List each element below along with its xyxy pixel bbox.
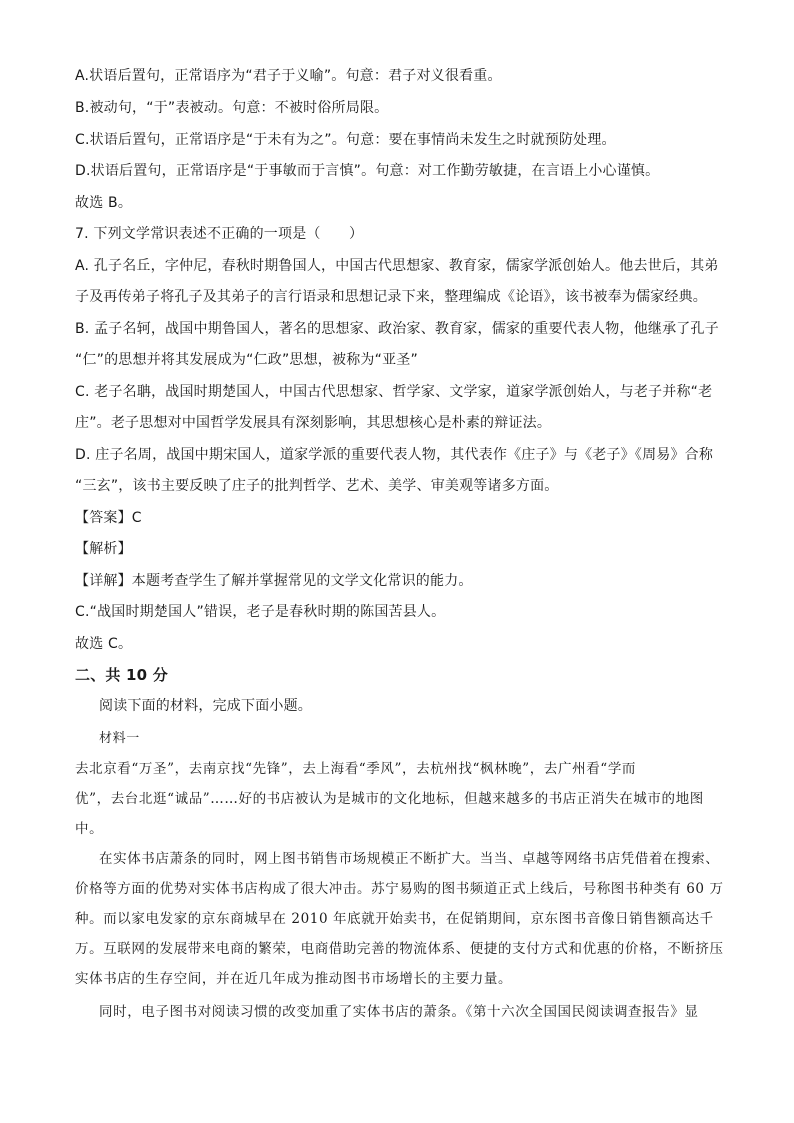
material-one-para2-line4: 万。互联网的发展带来电商的繁荣，电商借助完善的物流体系、便捷的支付方式和优惠的价格，不断挤压 bbox=[75, 941, 724, 957]
question-7-option-c-line2: 庄”。老子思想对中国哲学发展具有深刻影响，其思想核心是朴素的辩证法。 bbox=[75, 415, 552, 431]
option-c-explanation: C.状语后置句，正常语序是“于未有为之”。句意：要在事情尚未发生之时就预防处理。 bbox=[75, 132, 616, 148]
material-one-para3-line1: 同时，电子图书对阅读习惯的改变加重了实体书店的萧条。《第十六次全国国民阅读调查报告》显 bbox=[99, 1004, 699, 1020]
question-7-stem: 7. 下列文学常识表述不正确的一项是（ ） bbox=[75, 226, 364, 242]
material-one-para2-line2: 价格等方面的优势对实体书店构成了很大冲击。苏宁易购的图书频道正式上线后，号称图书种类有 60 万 bbox=[75, 881, 724, 897]
material-one-para2-line5: 实体书店的生存空间，并在近几年成为推动图书市场增长的主要力量。 bbox=[75, 971, 513, 987]
material-one-label: 材料一 bbox=[99, 731, 140, 746]
analysis-label: 【解析】 bbox=[75, 541, 132, 557]
material-one-para1-line2: 优”，去台北逛“诚品”……好的书店被认为是城市的文化地标，但越来越多的书店正消失在城市的地图 bbox=[75, 791, 704, 807]
answer-choice-b: 故选 B。 bbox=[75, 195, 133, 211]
material-one-para2-line1: 在实体书店萧条的同时，网上图书销售市场规模正不断扩大。当当、卓越等网络书店凭借着在搜索、 bbox=[99, 851, 720, 867]
section-two-heading: 二、共 10 分 bbox=[75, 666, 168, 684]
detail-explanation: 【详解】本题考查学生了解并掌握常见的文学文化常识的能力。 bbox=[75, 573, 473, 589]
question-7-option-d-line2: “三玄”，该书主要反映了庄子的批判哲学、艺术、美学、审美观等诸多方面。 bbox=[75, 478, 559, 494]
option-d-explanation: D.状语后置句，正常语序是“于事敏而于言慎”。句意：对工作勤劳敏捷，在言语上小心谨慎。 bbox=[75, 163, 660, 179]
option-a-explanation: A.状语后置句，正常语序为“君子于义喻”。句意：君子对义很看重。 bbox=[75, 68, 502, 84]
reading-instruction: 阅读下面的材料，完成下面小题。 bbox=[99, 698, 312, 714]
question-7-option-c-line1: C. 老子名聃，战国时期楚国人，中国古代思想家、哲学家、文学家，道家学派创始人，与老子并称“老 bbox=[75, 384, 713, 400]
question-7-option-d-line1: D. 庄子名周，战国中期宋国人，道家学派的重要代表人物，其代表作《庄子》与《老子》《周易》合称 bbox=[75, 447, 714, 463]
answer-choice-c: 故选 C。 bbox=[75, 636, 133, 652]
material-one-para1-line1: 去北京看“万圣”，去南京找“先锋”，去上海看“季风”，去杭州找“枫林晚”，去广州看“学而 bbox=[75, 761, 637, 777]
material-one-para2-line3: 种。而以家电发家的京东商城早在 2010 年底就开始卖书，在促销期间，京东图书音像日销售额高达千 bbox=[75, 911, 714, 927]
question-7-option-a-line1: A. 孔子名丘，字仲尼，春秋时期鲁国人，中国古代思想家、教育家，儒家学派创始人。他去世后，其弟 bbox=[75, 258, 719, 274]
option-b-explanation: B.被动句，“于”表被动。句意：不被时俗所局限。 bbox=[75, 100, 389, 116]
answer-label: 【答案】C bbox=[75, 510, 142, 526]
question-7-option-b-line1: B. 孟子名轲，战国中期鲁国人，著名的思想家、政治家、教育家，儒家的重要代表人物，他继承了孔子 bbox=[75, 321, 719, 337]
question-7-option-a-line2: 子及再传弟子将孔子及其弟子的言行语录和思想记录下来，整理编成《论语》，该书被奉为儒家经典。 bbox=[75, 289, 707, 305]
question-7-option-b-line2: “仁”的思想并将其发展成为“仁政”思想，被称为“亚圣” bbox=[75, 352, 418, 368]
option-c-error-note: C.“战国时期楚国人”错误，老子是春秋时期的陈国苦县人。 bbox=[75, 604, 446, 620]
material-one-para1-line3: 中。 bbox=[75, 821, 104, 837]
